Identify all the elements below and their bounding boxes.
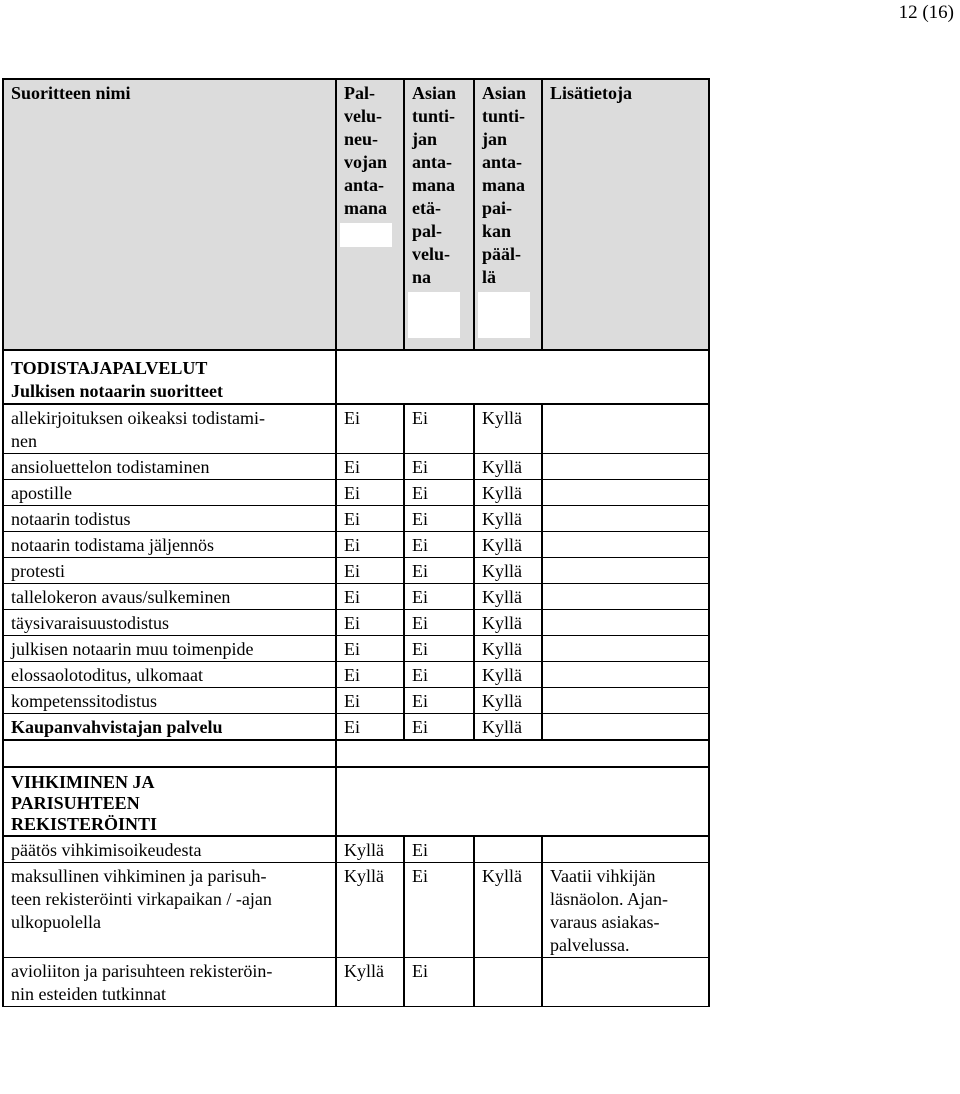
col1-value-text: Ei (344, 665, 360, 685)
header-col2-line: mana (412, 175, 456, 195)
col2-value-text: Ei (412, 665, 428, 685)
col1-value-text: Kyllä (344, 961, 384, 981)
service-name (3, 506, 336, 532)
header-info: Lisätietoja (542, 79, 709, 350)
col1-value (336, 863, 404, 958)
col1-value-text: Ei (344, 408, 360, 428)
col1-value-text: Ei (344, 457, 360, 477)
header-col3-line: jan (482, 129, 508, 149)
col1-value (336, 532, 404, 558)
col3-value-text: Kyllä (482, 561, 522, 581)
col2-value (404, 454, 474, 480)
info-value (542, 610, 709, 636)
table-row (3, 688, 709, 714)
col1-value-text: Ei (344, 717, 360, 737)
service-name-text: maksullinen vihkiminen ja parisuh- teen rekisteröinti virkapaikan / -ajan ulkopuolella (11, 866, 272, 932)
header-col3-line: mana (482, 175, 526, 195)
service-name-text: apostille (11, 483, 72, 503)
table-row (3, 836, 709, 863)
table-row (3, 662, 709, 688)
table-row (3, 584, 709, 610)
info-value (542, 506, 709, 532)
header-col2-line: jan (412, 129, 438, 149)
header-col3-line: pai- (482, 198, 513, 218)
col1-value (336, 714, 404, 741)
service-name-text: julkisen notaarin muu toimenpide (11, 639, 254, 659)
col1-value-text: Kyllä (344, 866, 384, 886)
col2-value-text: Ei (412, 961, 428, 981)
service-name (3, 836, 336, 863)
col2-value (404, 863, 474, 958)
header-col2-line: velu- (412, 244, 450, 264)
table-row (3, 610, 709, 636)
service-name (3, 480, 336, 506)
service-name-text: notaarin todistus (11, 509, 131, 529)
col1-value (336, 480, 404, 506)
section2-title: VIHKIMINEN JA PARISUHTEEN REKISTERÖINTI (11, 772, 158, 834)
col3-value-text: Kyllä (482, 535, 522, 555)
info-value (542, 636, 709, 662)
page-number: 12 (16) (898, 2, 954, 23)
service-name (3, 532, 336, 558)
table-row (3, 454, 709, 480)
header-col3-line: Asian (482, 83, 527, 103)
col3-value (474, 688, 542, 714)
table-row (3, 506, 709, 532)
header-col2-line: tunti- (412, 106, 456, 126)
services-table (2, 78, 710, 1007)
header-col3-line: tunti- (482, 106, 526, 126)
col3-value (474, 636, 542, 662)
service-name-text: ansioluettelon todistaminen (11, 457, 210, 477)
info-value (542, 958, 709, 1007)
info-value (542, 558, 709, 584)
header-col3 (474, 79, 542, 350)
section1-subtitle: Julkisen notaarin suoritteet (11, 381, 224, 401)
info-value (542, 404, 709, 454)
col1-value (336, 454, 404, 480)
col3-value-text: Kyllä (482, 717, 522, 737)
header-col2-line: na (412, 267, 432, 287)
col1-value-text: Kyllä (344, 840, 384, 860)
header-row (3, 79, 709, 350)
col1-value-text: Ei (344, 535, 360, 555)
table-row (3, 532, 709, 558)
col3-value-text: Kyllä (482, 691, 522, 711)
header-col3-line: pääl- (482, 244, 522, 264)
col3-value-text: Kyllä (482, 866, 522, 886)
col2-value-text: Ei (412, 840, 428, 860)
info-value (542, 454, 709, 480)
section-title-row (3, 350, 709, 404)
col1-value (336, 506, 404, 532)
col2-value (404, 688, 474, 714)
col3-value-text: Kyllä (482, 639, 522, 659)
col1-value (336, 558, 404, 584)
header-name: Suoritteen nimi (3, 79, 336, 350)
col1-value-text: Ei (344, 639, 360, 659)
col2-value-text: Ei (412, 483, 428, 503)
col2-value-text: Ei (412, 457, 428, 477)
col2-value-text: Ei (412, 408, 428, 428)
col2-value (404, 558, 474, 584)
header-col2-line: anta- (412, 152, 452, 172)
col2-value (404, 532, 474, 558)
col2-value (404, 506, 474, 532)
col2-value-text: Ei (412, 866, 428, 886)
table-row (3, 958, 709, 1007)
service-name-text: protesti (11, 561, 65, 581)
info-value (542, 480, 709, 506)
col3-value-text: Kyllä (482, 509, 522, 529)
info-value (542, 863, 709, 958)
col2-value (404, 636, 474, 662)
col1-value-text: Ei (344, 691, 360, 711)
table-row (3, 636, 709, 662)
col2-value-text: Ei (412, 535, 428, 555)
service-name-text: Kaupanvahvistajan palvelu (11, 717, 223, 737)
header-col1-line: velu- (344, 106, 382, 126)
col2-value (404, 404, 474, 454)
header-col2-line: Asian (412, 83, 457, 103)
service-name-text: avioliiton ja parisuhteen rekisteröin- nin esteiden tutkinnat (11, 961, 273, 1004)
col1-value-text: Ei (344, 561, 360, 581)
info-value-text: Vaatii vihkijän läsnäolon. Ajan- varaus asiakas- palvelussa. (550, 866, 668, 955)
service-name-text: allekirjoituksen oikeaksi todistami- nen (11, 408, 265, 451)
service-name (3, 454, 336, 480)
col3-value (474, 863, 542, 958)
col3-value (474, 532, 542, 558)
col2-value-text: Ei (412, 691, 428, 711)
col2-value (404, 714, 474, 741)
col2-value (404, 480, 474, 506)
col3-value-text: Kyllä (482, 665, 522, 685)
service-name-text: täysivaraisuustodistus (11, 613, 169, 633)
service-name (3, 662, 336, 688)
header-col1 (336, 79, 404, 350)
table-row (3, 480, 709, 506)
col3-value (474, 610, 542, 636)
col3-value (474, 836, 542, 863)
col3-value (474, 480, 542, 506)
header-col1-line: mana (344, 198, 388, 218)
header-col2-line: pal- (412, 221, 443, 241)
col1-value (336, 662, 404, 688)
service-name (3, 558, 336, 584)
service-name-text: päätös vihkimisoikeudesta (11, 840, 202, 860)
header-col3-line: kan (482, 221, 512, 241)
col1-value-text: Ei (344, 483, 360, 503)
col2-value-text: Ei (412, 639, 428, 659)
service-name-text: kompetenssitodistus (11, 691, 158, 711)
header-col1-line: neu- (344, 129, 379, 149)
col3-value (474, 584, 542, 610)
col1-value (336, 688, 404, 714)
col2-value-text: Ei (412, 587, 428, 607)
col3-value-text: Kyllä (482, 483, 522, 503)
col1-value (336, 404, 404, 454)
service-name-text: tallelokeron avaus/sulkeminen (11, 587, 231, 607)
header-col1-line: vojan (344, 152, 388, 172)
info-value (542, 662, 709, 688)
info-value (542, 836, 709, 863)
table-row (3, 863, 709, 958)
col3-value-text: Kyllä (482, 613, 522, 633)
table-row (3, 558, 709, 584)
service-name (3, 404, 336, 454)
service-name (3, 688, 336, 714)
col3-value (474, 454, 542, 480)
col2-value (404, 662, 474, 688)
header-col3-line: lä (482, 267, 497, 287)
col2-value (404, 958, 474, 1007)
col3-value (474, 662, 542, 688)
col1-value (336, 836, 404, 863)
service-name (3, 958, 336, 1007)
col3-value-text: Kyllä (482, 408, 522, 428)
col2-value (404, 610, 474, 636)
col2-value-text: Ei (412, 717, 428, 737)
header-col2 (404, 79, 474, 350)
service-name (3, 610, 336, 636)
col3-value (474, 714, 542, 741)
info-value (542, 584, 709, 610)
table-row (3, 714, 709, 741)
col1-value (336, 958, 404, 1007)
service-name-text: notaarin todistama jäljennös (11, 535, 214, 555)
col3-value (474, 558, 542, 584)
service-name (3, 584, 336, 610)
header-col1-line: Pal- (344, 83, 375, 103)
col1-value (336, 610, 404, 636)
col1-value-text: Ei (344, 613, 360, 633)
section2-title-row (3, 767, 709, 836)
table-row (3, 404, 709, 454)
col3-value (474, 506, 542, 532)
service-name (3, 714, 336, 741)
header-col1-line: anta- (344, 175, 384, 195)
header-col3-line: anta- (482, 152, 522, 172)
col3-value (474, 958, 542, 1007)
col2-value-text: Ei (412, 613, 428, 633)
info-value (542, 532, 709, 558)
col1-value (336, 636, 404, 662)
service-name (3, 863, 336, 958)
col2-value (404, 836, 474, 863)
col2-value-text: Ei (412, 561, 428, 581)
col1-value (336, 584, 404, 610)
info-value (542, 688, 709, 714)
col3-value-text: Kyllä (482, 587, 522, 607)
service-name-text: elossaolotoditus, ulkomaat (11, 665, 203, 685)
section1-title: TODISTAJAPALVELUT (11, 358, 208, 378)
col2-value (404, 584, 474, 610)
col2-value-text: Ei (412, 509, 428, 529)
service-name (3, 636, 336, 662)
col1-value-text: Ei (344, 509, 360, 529)
col3-value (474, 404, 542, 454)
info-value (542, 714, 709, 741)
col3-value-text: Kyllä (482, 457, 522, 477)
col1-value-text: Ei (344, 587, 360, 607)
header-col2-line: etä- (412, 198, 441, 218)
spacer-row (3, 740, 709, 767)
